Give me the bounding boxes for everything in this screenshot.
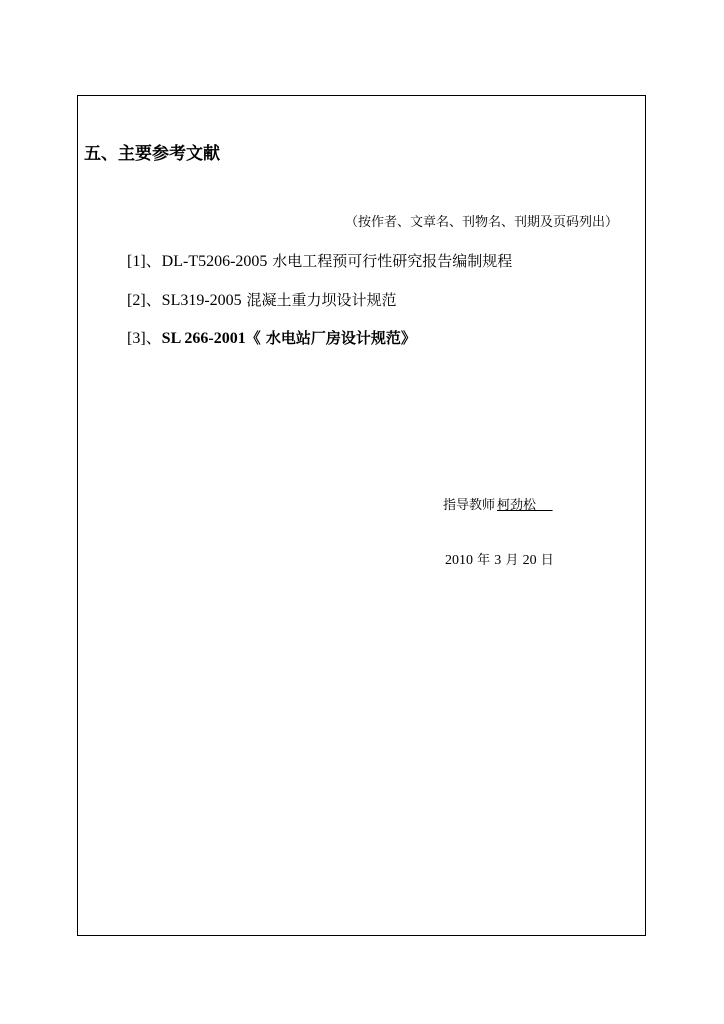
- advisor-name: 柯劲松: [497, 498, 537, 513]
- reference-number: [1]、: [127, 253, 162, 270]
- reference-code: SL319-2005: [161, 292, 242, 309]
- reference-code: DL-T5206-2005: [161, 253, 268, 270]
- date-year-unit: 年: [477, 553, 491, 568]
- reference-title: 混凝土重力坝设计规范: [246, 291, 397, 309]
- reference-item-2: [127, 287, 396, 310]
- reference-number: [2]、: [127, 292, 162, 309]
- reference-title: 水电工程预可行性研究报告编制规程: [272, 252, 513, 270]
- advisor-signature: [443, 494, 553, 513]
- reference-code: SL 266-2001: [161, 330, 246, 347]
- reference-number: [3]、: [127, 330, 162, 347]
- section-heading: 五、主要参考文献: [84, 144, 220, 164]
- date-day-unit: 日: [540, 553, 554, 568]
- date-day: 20: [522, 553, 537, 568]
- date-month: 3: [494, 553, 502, 568]
- signature-date: [445, 549, 554, 569]
- reference-title: 《 水电站厂房设计规范》: [245, 329, 416, 347]
- date-month-unit: 月: [505, 553, 519, 568]
- advisor-label: 指导教师: [443, 498, 496, 513]
- citation-format-note: （按作者、文章名、刊物名、刊期及页码列出）: [345, 215, 619, 230]
- reference-item-1: [127, 248, 512, 271]
- signature-underline: [536, 498, 553, 513]
- reference-item-3: [127, 325, 416, 348]
- date-year: 2010: [445, 553, 473, 568]
